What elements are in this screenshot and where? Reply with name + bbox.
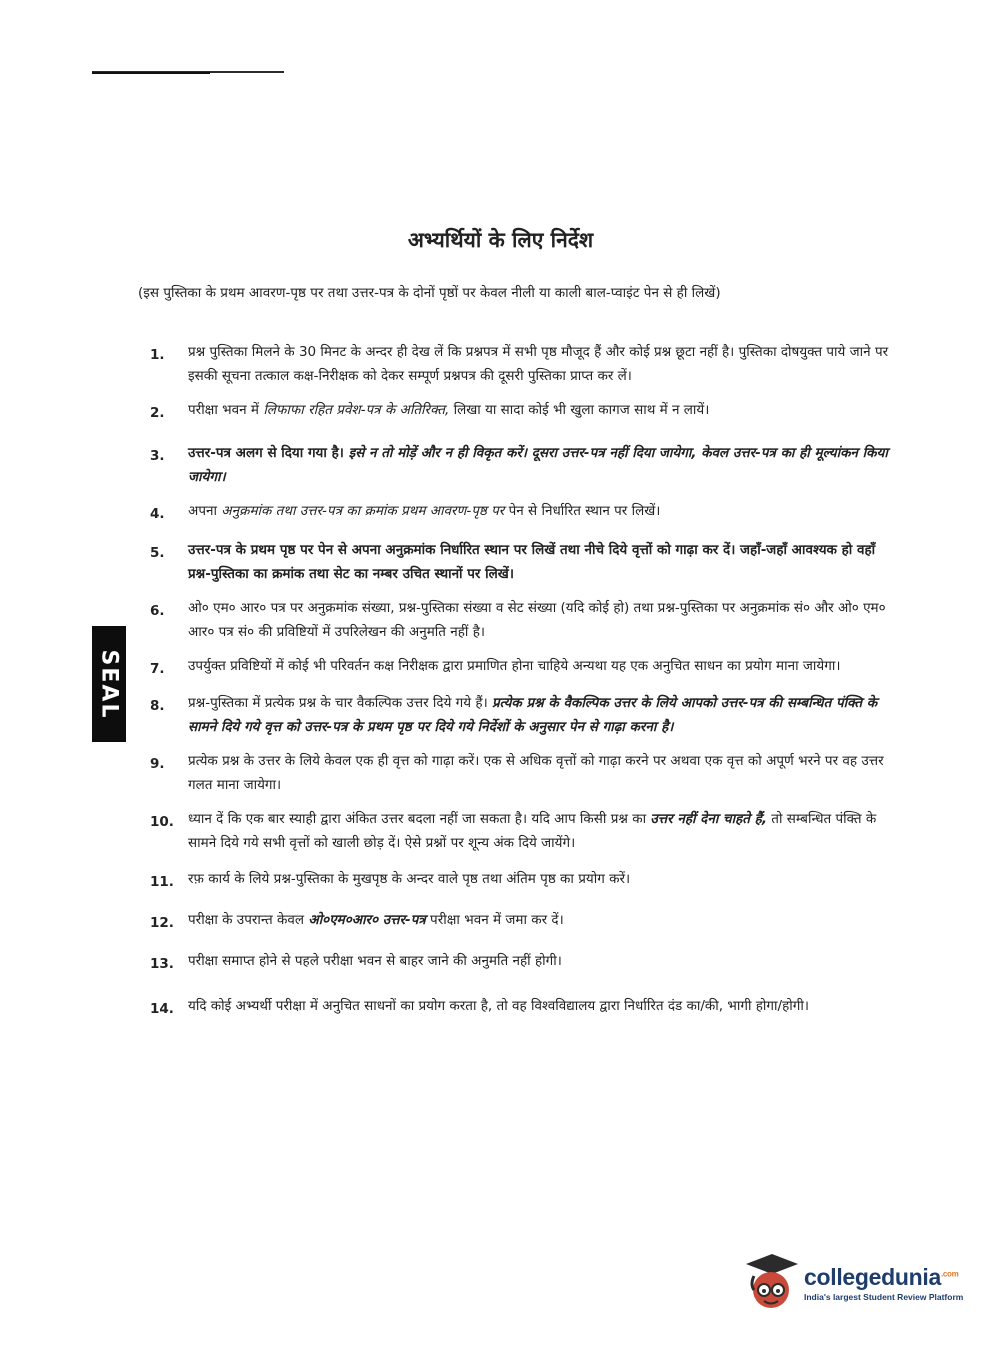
instruction-item [150, 596, 895, 644]
instruction-item [150, 340, 895, 388]
instruction-emphasis: लिफाफा रहित प्रवेश-पत्र के अतिरिक्त, [263, 402, 450, 418]
seal-stamp [92, 626, 126, 742]
instruction-text: ओ० एम० आर० पत्र पर अनुक्रमांक संख्या, प्रश्न-पुस्तिका संख्या व सेट संख्या (यदि कोई हो) तथा प्रश्न-पुस्तिका पर अनुक्रमांक सं० और ओ० एम० आर० पत्र सं० की प्रविष्टियों में उपरिलेखन की अनुमति नहीं है। [188, 600, 886, 640]
instruction-text: उपर्युक्त प्रविष्टियों में कोई भी परिवर्तन कक्ष निरीक्षक द्वारा प्रमाणित होना चाहिये अन्यथा यह एक अनुचित साधन का प्रयोग माना जायेगा। [188, 658, 841, 674]
instruction-number: 13. [150, 956, 174, 972]
instruction-number: 5. [150, 545, 165, 561]
instruction-item [150, 807, 895, 855]
logo-tagline: India's largest Student Review Platform [804, 1292, 964, 1302]
mascot-icon [742, 1250, 800, 1316]
instruction-emphasis: प्रत्येक प्रश्न के वैकल्पिक उत्तर के लिये आपको उत्तर-पत्र की सम्बन्धित पंक्ति के सामने दिये गये वृत्त को उत्तर-पत्र के प्रथम पृष्ठ पर दिये गये निर्देशों के अनुसार पेन से गाढ़ा करना है। [188, 695, 878, 735]
instruction-number: 14. [150, 1001, 174, 1017]
page-subtitle: (इस पुस्तिका के प्रथम आवरण-पृष्ठ पर तथा उत्तर-पत्र के दोनों पृष्ठों पर केवल नीली या काली बाल-प्वाइंट पेन से ही लिखें) [138, 285, 721, 301]
instruction-item [150, 749, 895, 797]
instruction-item [150, 499, 895, 526]
instruction-text: प्रत्येक प्रश्न के उत्तर के लिये केवल एक ही वृत्त को गाढ़ा करें। एक से अधिक वृत्तों को गाढ़ा करने पर अथवा एक वृत्त को अपूर्ण भरने पर वह उत्तर गलत माना जायेगा। [188, 753, 884, 793]
instruction-text: अपना अनुक्रमांक तथा उत्तर-पत्र का क्रमांक प्रथम आवरण-पृष्ठ पर पेन से निर्धारित स्थान पर लिखें। [188, 503, 661, 519]
instruction-text: परीक्षा भवन में लिफाफा रहित प्रवेश-पत्र के अतिरिक्त, लिखा या सादा कोई भी खुला कागज साथ में न लायें। [188, 402, 710, 418]
instruction-text: परीक्षा समाप्त होने से पहले परीक्षा भवन से बाहर जाने की अनुमति नहीं होगी। [188, 953, 562, 969]
instruction-number: 12. [150, 915, 174, 931]
instruction-emphasis: अनुक्रमांक तथा उत्तर-पत्र का क्रमांक प्रथम आवरण-पृष्ठ पर [221, 503, 505, 519]
instruction-number: 9. [150, 756, 165, 772]
instruction-number: 1. [150, 347, 165, 363]
instruction-emphasis: उत्तर नहीं देना चाहते हैं, [650, 811, 767, 827]
instruction-item [150, 908, 895, 935]
seal-label: SEAL [96, 649, 122, 719]
instruction-emphasis: इसे न तो मोड़ें और न ही विकृत करें। दूसरा उत्तर-पत्र नहीं दिया जायेगा, केवल उत्तर-पत्र का ही मूल्यांकन किया जायेगा। [188, 445, 888, 485]
logo-brand: collegedunia$^{.com}$ [804, 1264, 959, 1290]
instruction-item [150, 994, 895, 1021]
instruction-text: प्रश्न-पुस्तिका में प्रत्येक प्रश्न के चार वैकल्पिक उत्तर दिये गये हैं। प्रत्येक प्रश्न के वैकल्पिक उत्तर के लिये आपको उत्तर-पत्र की सम्बन्धित पंक्ति के सामने दिये गये वृत्त को उत्तर-पत्र के प्रथम पृष्ठ पर दिये गये निर्देशों के अनुसार पेन से गाढ़ा करना है। [188, 695, 878, 735]
instruction-item [150, 654, 895, 681]
instruction-number: 4. [150, 506, 165, 522]
instruction-item [150, 398, 895, 425]
page-title: अभ्यर्थियों के लिए निर्देश [407, 228, 594, 252]
instruction-number: 6. [150, 603, 165, 619]
instruction-text: प्रश्न पुस्तिका मिलने के 30 मिनट के अन्दर ही देख लें कि प्रश्नपत्र में सभी पृष्ठ मौजूद हैं और कोई प्रश्न छूटा नहीं है। पुस्तिका दोषयुक्त पाये जाने पर इसकी सूचना तत्काल कक्ष-निरीक्षक को देकर सम्पूर्ण प्रश्नपत्र की दूसरी पुस्तिका प्राप्त कर लें। [188, 344, 889, 384]
instruction-number: 10. [150, 814, 174, 830]
instruction-text: परीक्षा के उपरान्त केवल ओ०एम०आर० उत्तर-पत्र परीक्षा भवन में जमा कर दें। [188, 912, 564, 928]
instruction-number: 11. [150, 874, 174, 890]
instruction-number: 7. [150, 661, 165, 677]
instruction-list [150, 340, 895, 1021]
instruction-emphasis: ओ०एम०आर० उत्तर-पत्र [308, 912, 426, 928]
instruction-text: ध्यान दें कि एक बार स्याही द्वारा अंकित उत्तर बदला नहीं जा सकता है। यदि आप किसी प्रश्न का उत्तर नहीं देना चाहते हैं, तो सम्बन्धित पंक्ति के सामने दिये गये सभी वृत्तों को खाली छोड़ दें। ऐसे प्रश्नों पर शून्य अंक दिये जायेंगे। [188, 811, 877, 851]
instruction-item [150, 867, 895, 894]
instruction-item [150, 691, 895, 739]
top-rule [92, 71, 284, 73]
instruction-item [150, 441, 895, 489]
collegedunia-logo [742, 1248, 970, 1318]
instruction-number: 2. [150, 405, 165, 421]
instruction-number: 8. [150, 698, 165, 714]
instruction-text: उत्तर-पत्र अलग से दिया गया है। इसे न तो मोड़ें और न ही विकृत करें। दूसरा उत्तर-पत्र नहीं दिया जायेगा, केवल उत्तर-पत्र का ही मूल्यांकन किया जायेगा। [188, 445, 888, 485]
instruction-text: रफ़ कार्य के लिये प्रश्न-पुस्तिका के मुखपृष्ठ के अन्दर वाले पृष्ठ तथा अंतिम पृष्ठ का प्रयोग करें। [188, 871, 631, 887]
instruction-item [150, 538, 895, 586]
instruction-item [150, 949, 895, 976]
instruction-text: उत्तर-पत्र के प्रथम पृष्ठ पर पेन से अपना अनुक्रमांक निर्धारित स्थान पर लिखें तथा नीचे दिये वृत्तों को गाढ़ा कर दें। जहाँ-जहाँ आवश्यक हो वहाँ प्रश्न-पुस्तिका का क्रमांक तथा सेट का नम्बर उचित स्थानों पर लिखें। [188, 542, 876, 582]
instruction-number: 3. [150, 448, 165, 464]
instruction-text: यदि कोई अभ्यर्थी परीक्षा में अनुचित साधनों का प्रयोग करता है, तो वह विश्वविद्यालय द्वारा निर्धारित दंड का/की, भागी होगा/होगी। [188, 998, 809, 1014]
